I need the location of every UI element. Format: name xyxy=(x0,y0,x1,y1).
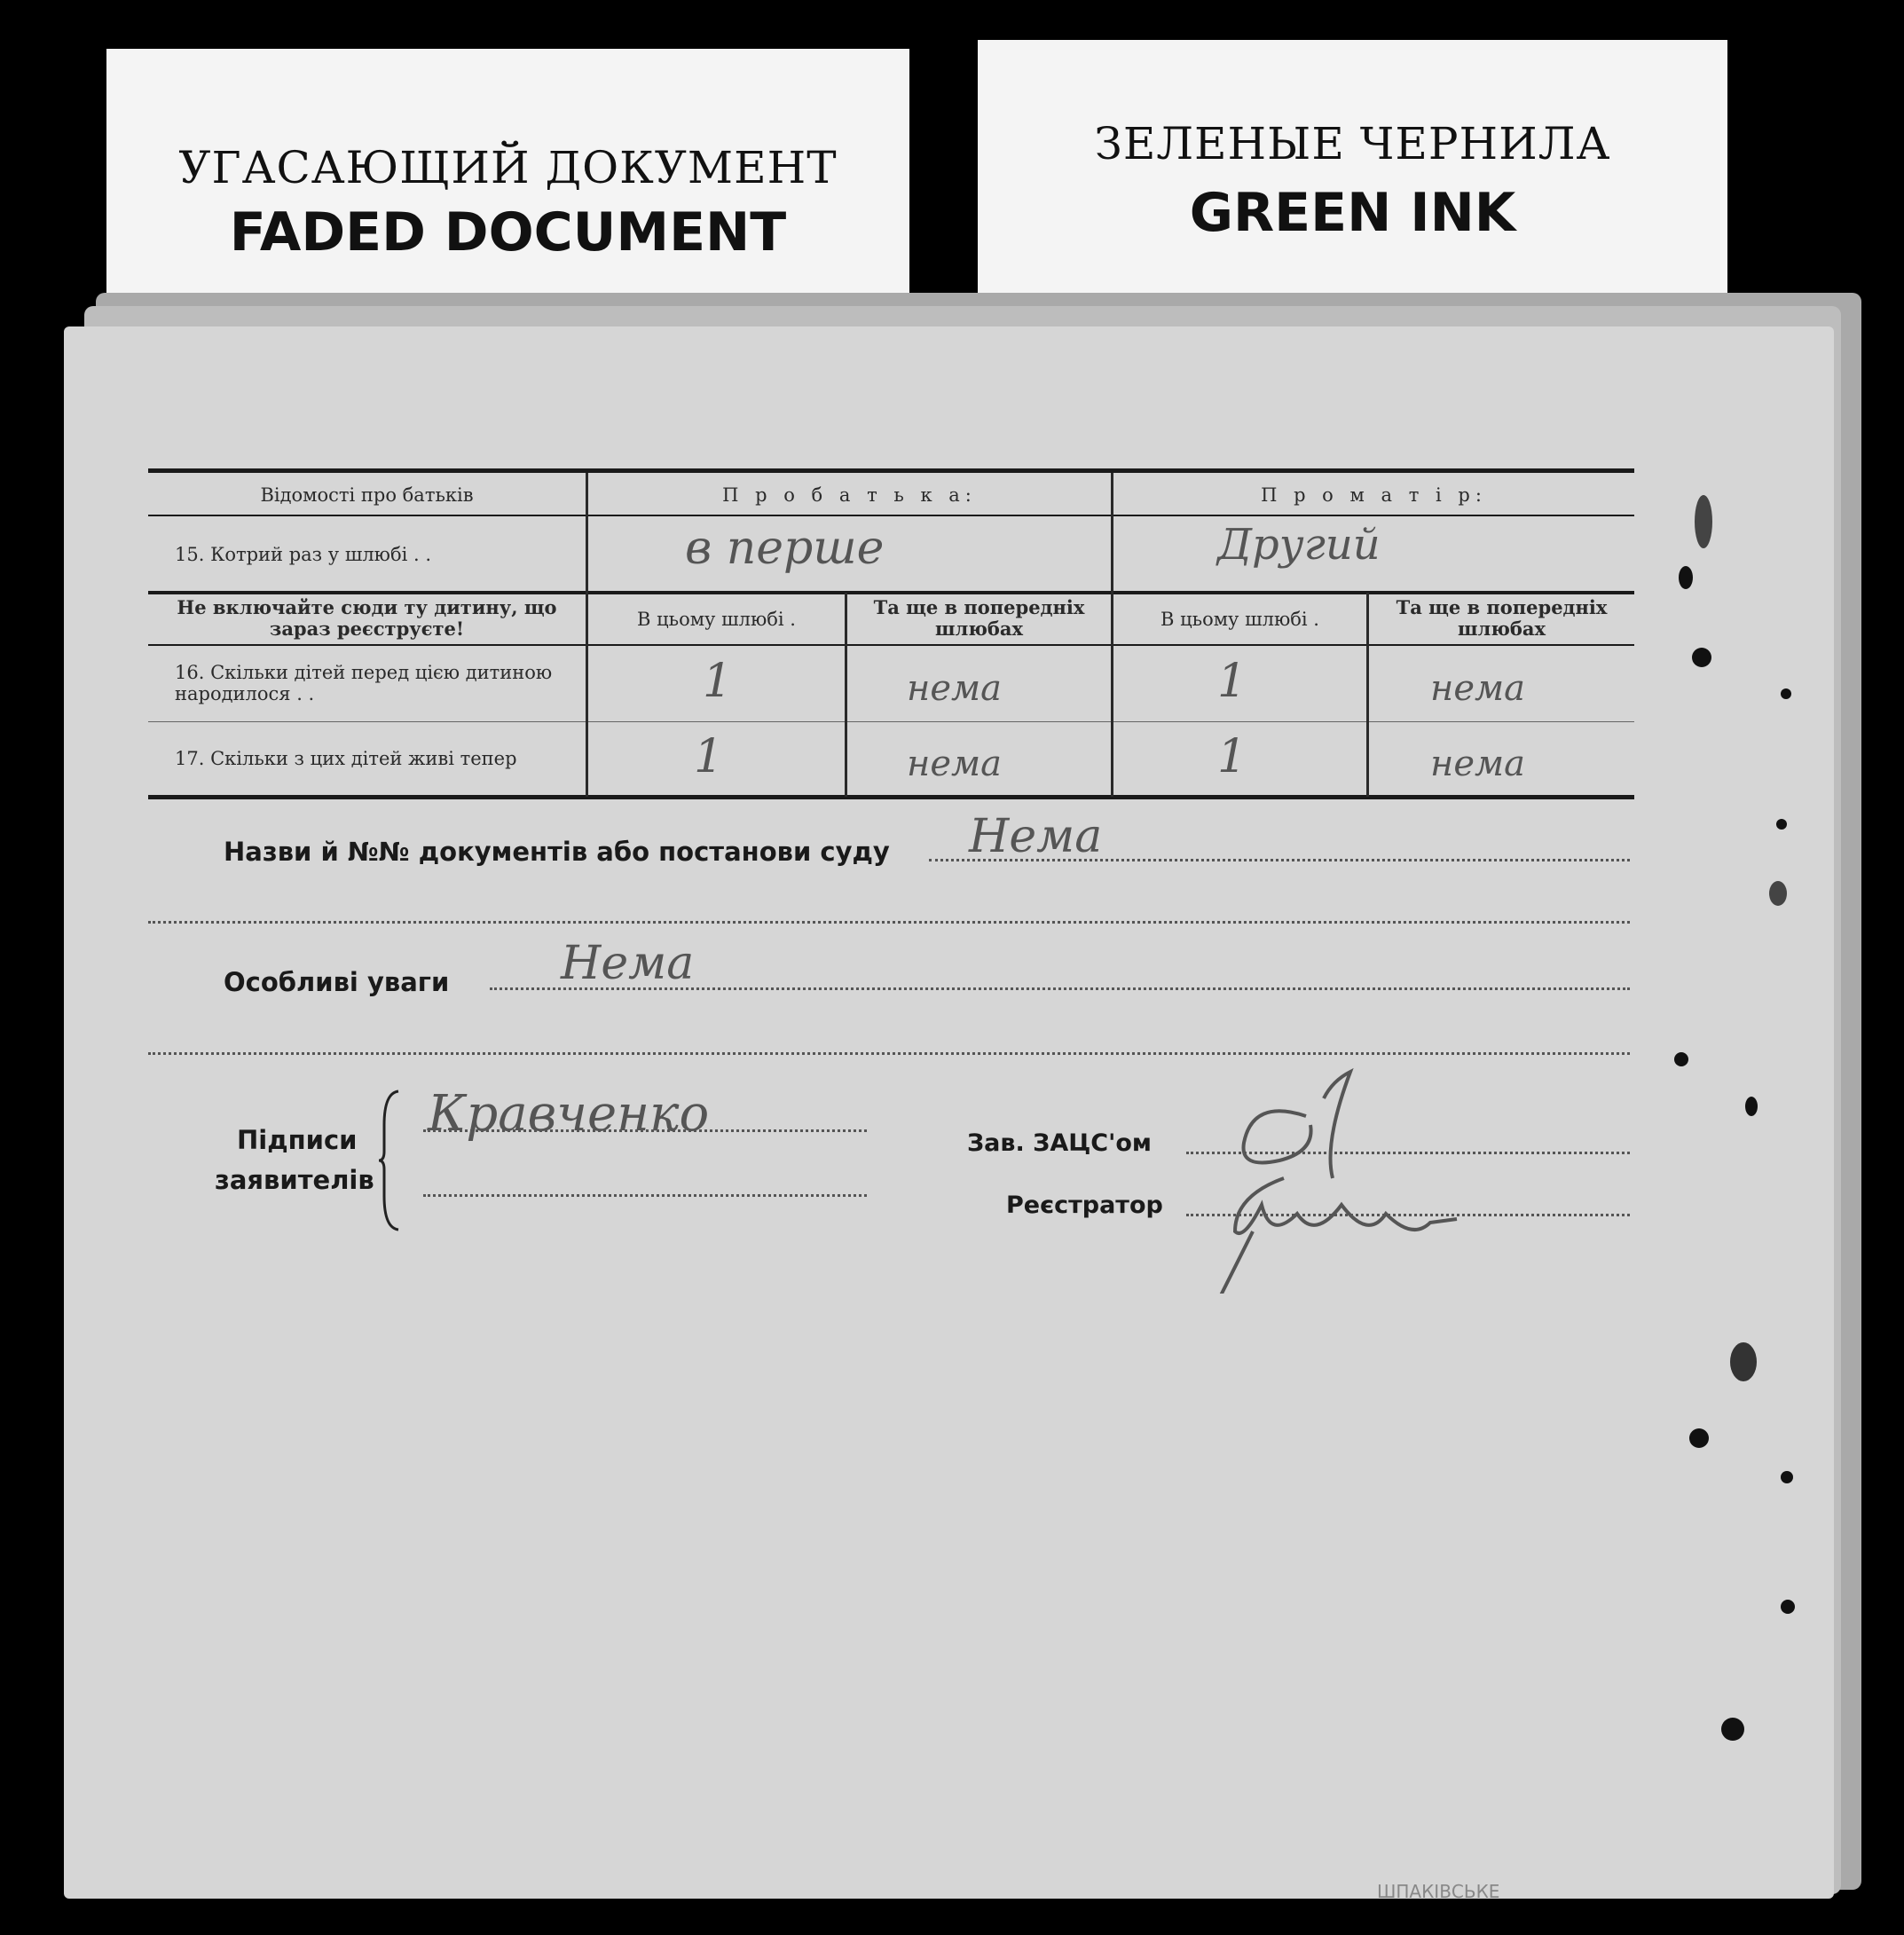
row15-mother-value: Другий xyxy=(1217,520,1381,570)
sub-this-marriage-father: В цьому шлюбі . xyxy=(637,609,796,630)
applicants-label: заявителів xyxy=(215,1165,374,1195)
table-bottom-rule xyxy=(148,795,1634,799)
table-rule xyxy=(148,721,1634,722)
footer-stamp: ШПАКІВСЬКЕ xyxy=(1377,1881,1500,1899)
documents-label: Назви й №№ документів або постанови суду xyxy=(224,837,890,867)
applicants-label: Підписи xyxy=(237,1125,358,1155)
green-label-ru: ЗЕЛЕНЫЕ ЧЕРНИЛА xyxy=(1094,118,1611,169)
row16-value: нема xyxy=(907,668,1003,709)
notes-line xyxy=(490,987,1630,990)
sub-this-marriage-mother: В цьому шлюбі . xyxy=(1160,609,1319,630)
binding-mark xyxy=(1745,1097,1758,1116)
binding-mark xyxy=(1679,566,1693,589)
green-label-en: GREEN INK xyxy=(1189,182,1516,244)
signature-line xyxy=(423,1194,867,1197)
binding-hole xyxy=(1721,1718,1744,1741)
exclusion-note: Не включайте сюди ту дитину, що зараз реєструєте! xyxy=(177,596,557,640)
header-parents-info: Відомості про батьків xyxy=(260,484,474,506)
table-rule xyxy=(148,591,1634,594)
row17-value: 1 xyxy=(1217,730,1247,783)
notes-value: Нема xyxy=(561,937,695,990)
notes-line-2 xyxy=(148,1052,1630,1055)
row15-label: 15. Котрий раз у шлюбі . . xyxy=(175,544,432,565)
brace-icon xyxy=(379,1089,405,1231)
applicant-signature: Кравченко xyxy=(428,1085,710,1143)
row16-value: 1 xyxy=(1217,655,1247,708)
documents-line-2 xyxy=(148,921,1630,924)
row15-father-value: в перше xyxy=(685,522,885,575)
registrar-label: Реєстратор xyxy=(1006,1192,1163,1219)
head-label: Зав. ЗАЦС'ом xyxy=(967,1129,1152,1157)
binding-hole xyxy=(1781,1600,1795,1614)
binding-hole xyxy=(1674,1052,1688,1066)
faded-label-ru: УГАСАЮЩИЙ ДОКУМЕНТ xyxy=(178,142,838,193)
sub-prev-marriages-father: Та ще в попередніх шлюбах xyxy=(873,596,1085,640)
table-rule xyxy=(148,644,1634,646)
binding-mark xyxy=(1730,1342,1757,1381)
binding-hole xyxy=(1776,819,1787,830)
green-ink-label xyxy=(978,40,1727,302)
binding-mark xyxy=(1769,881,1787,906)
register-page xyxy=(64,326,1834,1899)
table-rule xyxy=(148,515,1634,516)
notes-label: Особливі уваги xyxy=(224,967,450,997)
table-top-rule xyxy=(148,468,1634,473)
row17-value: нема xyxy=(1430,743,1526,784)
header-father: П р о б а т ь к а: xyxy=(722,484,977,506)
faded-document-label xyxy=(106,49,909,297)
binding-hole xyxy=(1781,688,1791,699)
binding-mark xyxy=(1695,495,1712,548)
faded-label-en: FADED DOCUMENT xyxy=(229,201,787,264)
row17-value: 1 xyxy=(694,730,724,783)
binding-hole xyxy=(1781,1471,1793,1483)
row16-value: нема xyxy=(1430,668,1526,709)
signature-line xyxy=(423,1129,867,1132)
row17-value: нема xyxy=(907,743,1003,784)
binding-hole xyxy=(1692,648,1711,667)
row16-value: 1 xyxy=(703,655,733,708)
table-col-divider xyxy=(1111,473,1113,797)
documents-value: Нема xyxy=(969,810,1103,863)
header-mother: П р о м а т і р: xyxy=(1261,484,1487,506)
row17-label: 17. Скільки з цих дітей живі тепер xyxy=(175,748,517,769)
row16-label: 16. Скільки дітей перед цією дитиною народилося . . xyxy=(175,662,553,704)
official-signatures-icon xyxy=(1200,1063,1590,1294)
sub-prev-marriages-mother: Та ще в попередніх шлюбах xyxy=(1396,596,1608,640)
binding-hole xyxy=(1689,1428,1709,1448)
documents-line xyxy=(929,859,1630,861)
